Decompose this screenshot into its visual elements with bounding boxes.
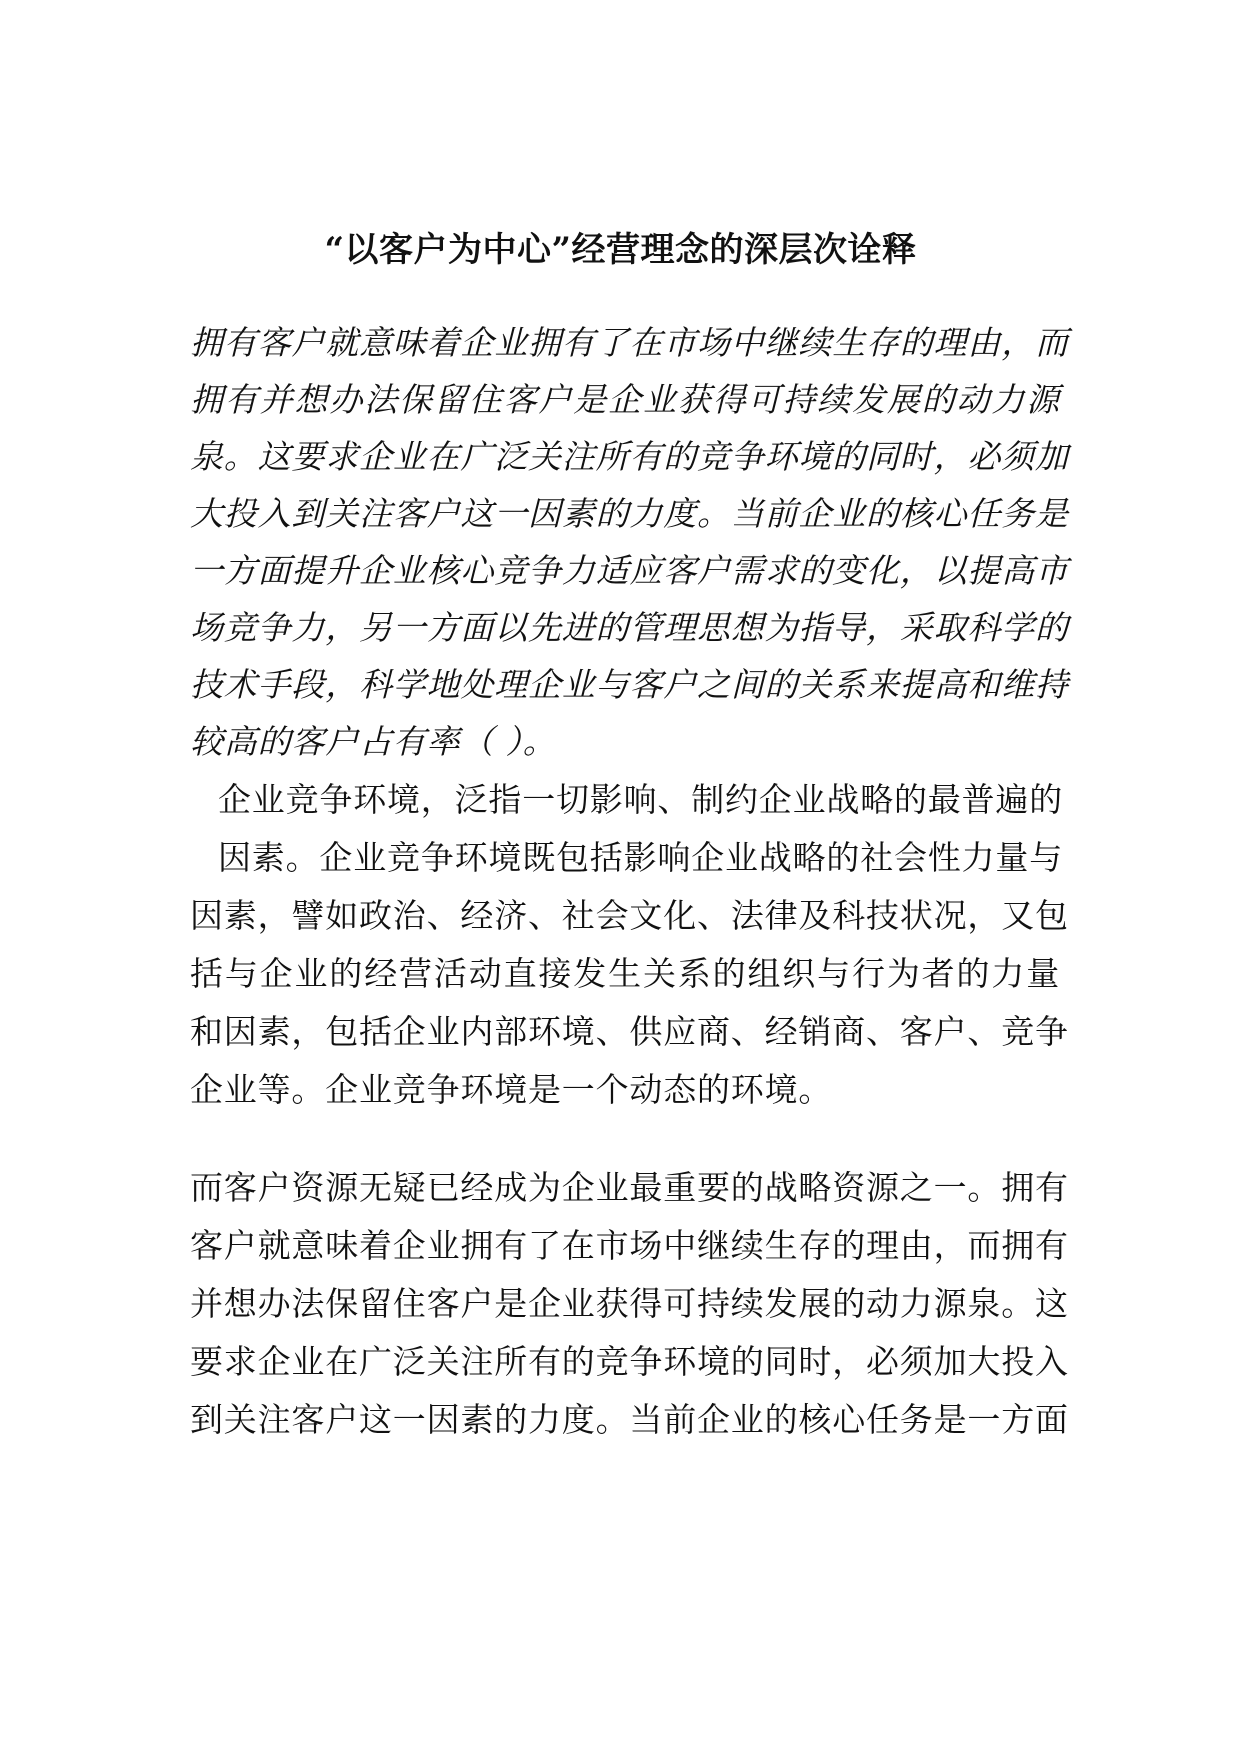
italic-paragraph-line: 场竞争力，另一方面以先进的管理思想为指导，采取科学的 [190,608,1069,647]
paragraph-line: 并想办法保留住客户是企业获得可持续发展的动力源泉。这 [190,1284,1069,1323]
italic-paragraph-line: 较高的客户占有率（ ）。 [190,722,557,761]
italic-paragraph-line: 拥有并想办法保留住客户是企业获得可持续发展的动力源 [190,380,1060,419]
paragraph-line: 和因素，包括企业内部环境、供应商、经销商、客户、竞争 [190,1012,1069,1051]
paragraph-line: 因素。企业竞争环境既包括影响企业战略的社会性力量与 [218,838,1063,877]
italic-paragraph-line: 泉。这要求企业在广泛关注所有的竞争环境的同时，必须加 [190,437,1069,476]
paragraph-line: 而客户资源无疑已经成为企业最重要的战略资源之一。拥有 [190,1168,1069,1207]
paragraph-line: 企业竞争环境，泛指一切影响、制约企业战略的最普遍的 [218,780,1063,819]
paragraph-line: 企业等。企业竞争环境是一个动态的环境。 [190,1070,833,1109]
paragraph-line: 要求企业在广泛关注所有的竞争环境的同时，必须加大投入 [190,1342,1069,1381]
italic-paragraph-line: 一方面提升企业核心竞争力适应客户需求的变化，以提高市 [190,551,1069,590]
paragraph-line: 因素，譬如政治、经济、社会文化、法律及科技状况，又包 [190,896,1069,935]
paragraph-line: 客户就意味着企业拥有了在市场中继续生存的理由，而拥有 [190,1226,1069,1265]
document-title: “以客户为中心”经营理念的深层次诠释 [324,230,917,270]
paragraph-line: 括与企业的经营活动直接发生关系的组织与行为者的力量 [190,954,1060,993]
italic-paragraph-line: 拥有客户就意味着企业拥有了在市场中继续生存的理由，而 [190,323,1069,362]
paragraph-line: 到关注客户这一因素的力度。当前企业的核心任务是一方面 [190,1400,1069,1439]
italic-paragraph-line: 技术手段，科学地处理企业与客户之间的关系来提高和维持 [190,665,1069,704]
italic-paragraph-line: 大投入到关注客户这一因素的力度。当前企业的核心任务是 [190,494,1069,533]
